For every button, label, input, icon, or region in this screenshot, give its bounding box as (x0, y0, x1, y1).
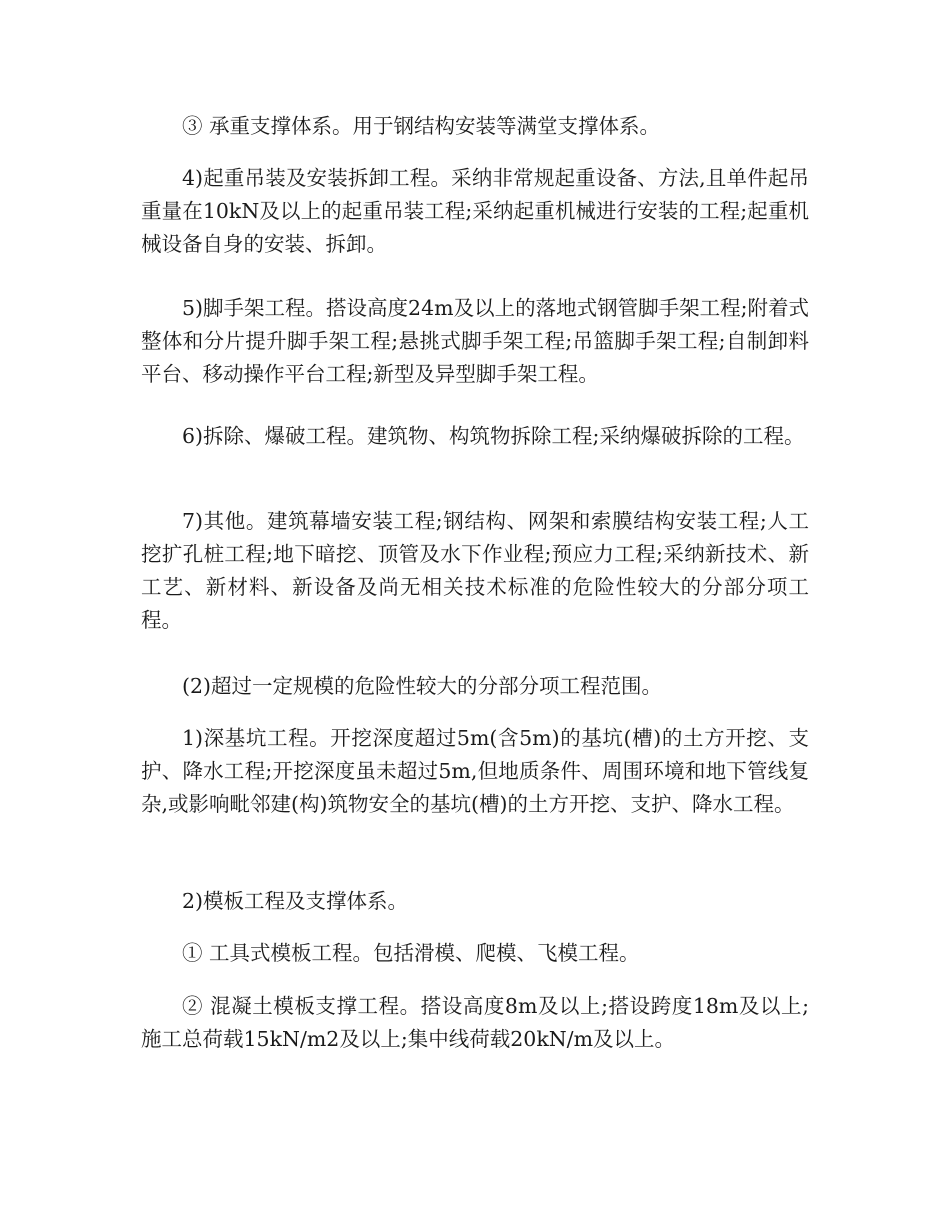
paragraph-other: 7)其他。建筑幕墙安装工程;钢结构、网架和索膜结构安装工程;人工挖扩孔桩工程;地下暗挖、顶管及水下作业程;预应力工程;采纳新技术、新工艺、新材料、新设备及尚无相关技术标准的危险性较大的分部分项工程。 (141, 509, 809, 632)
paragraph-load-bearing-support: ③ 承重支撑体系。用于钢结构安装等满堂支撑体系。 (182, 114, 661, 138)
paragraph-section-2-heading: (2)超过一定规模的危险性较大的分部分项工程范围。 (182, 674, 663, 698)
paragraph-scaffolding: 5)脚手架工程。搭设高度24m及以上的落地式钢管脚手架工程;附着式整体和分片提升脚手架工程;悬挑式脚手架工程;吊篮脚手架工程;自制卸料平台、移动操作平台工程;新型及异型脚手架工程。 (141, 296, 809, 386)
paragraph-demolition-blasting: 6)拆除、爆破工程。建筑物、构筑物拆除工程;采纳爆破拆除的工程。 (182, 424, 805, 448)
paragraph-concrete-formwork-support: ② 混凝土模板支撑工程。搭设高度8m及以上;搭设跨度18m及以上;施工总荷载15kN/m2及以上;集中线荷载20kN/m及以上。 (141, 994, 809, 1051)
paragraph-deep-foundation-pit: 1)深基坑工程。开挖深度超过5m(含5m)的基坑(槽)的土方开挖、支护、降水工程;开挖深度虽未超过5m,但地质条件、周围环境和地下管线复杂,或影响毗邻建(构)筑物安全的基坑(槽)的土方开挖、支护、降水工程。 (141, 726, 809, 816)
paragraph-formwork-support: 2)模板工程及支撑体系。 (182, 889, 409, 913)
paragraph-lifting-installation: 4)起重吊装及安装拆卸工程。采纳非常规起重设备、方法,且单件起吊重量在10kN及以上的起重吊装工程;采纳起重机械进行安装的工程;起重机械设备自身的安装、拆卸。 (141, 166, 809, 256)
paragraph-tool-formwork: ① 工具式模板工程。包括滑模、爬模、飞模工程。 (182, 941, 640, 965)
